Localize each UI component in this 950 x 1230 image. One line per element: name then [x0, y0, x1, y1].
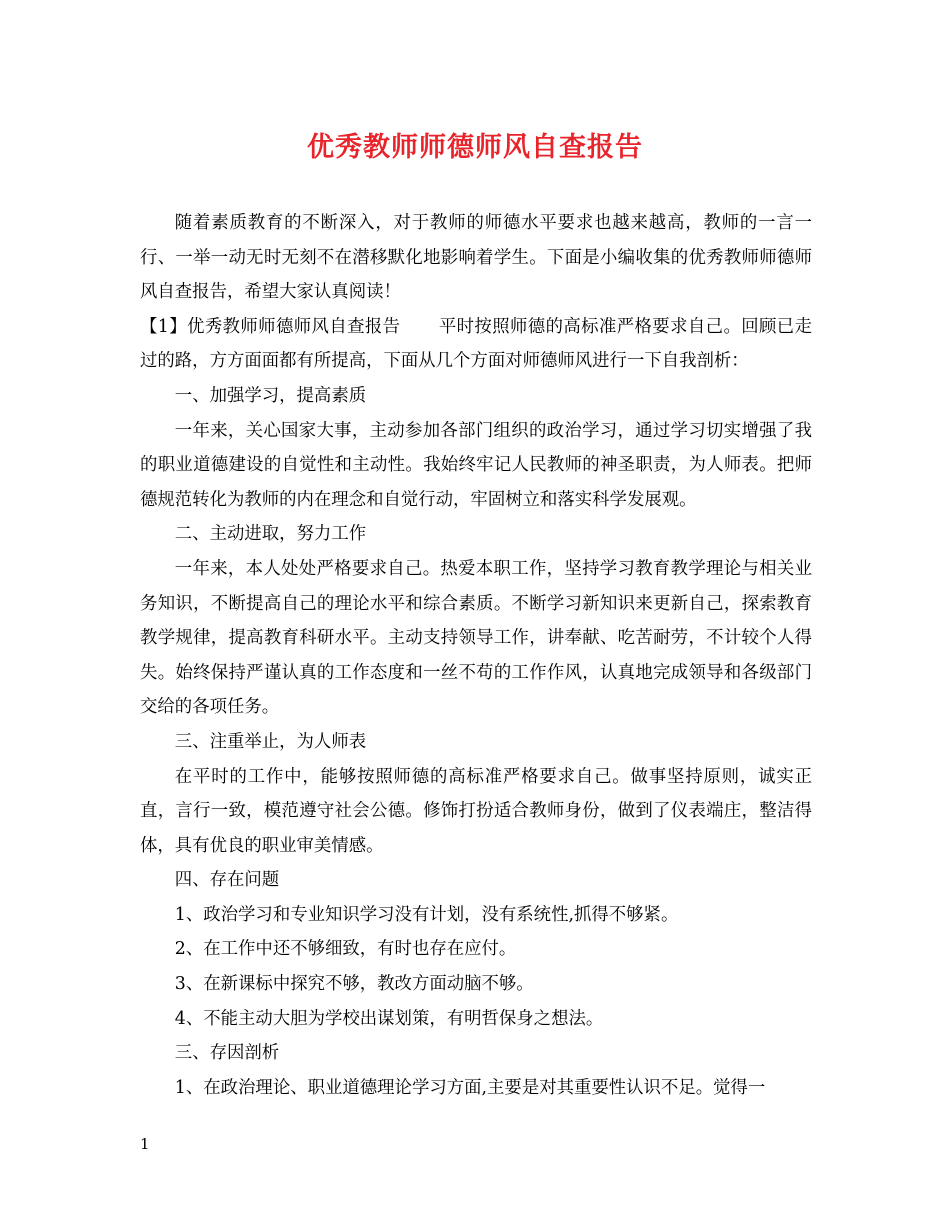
page-number: 1	[140, 1135, 150, 1153]
section-heading-line	[140, 310, 812, 379]
problem-item-4: 4、不能主动大胆为学校出谋划策，有明哲保身之想法。	[174, 1008, 604, 1029]
subheading-causes: 三、存因剖析	[174, 1043, 280, 1064]
subheading-work: 二、主动进取，努力工作	[174, 524, 367, 545]
problem-item-1: 1、政治学习和专业知识学习没有计划，没有系统性,抓得不够紧。	[174, 904, 679, 925]
document-title: 优秀教师师德师风自查报告	[307, 132, 643, 163]
subheading-conduct: 三、注重举止，为人师表	[174, 731, 367, 752]
subheading-study: 一、加强学习，提高素质	[174, 385, 367, 406]
article-number-heading: 【1】优秀教师师德师风自查报告	[140, 316, 401, 337]
opening-sentence: 平时按照师德的高标准严格要求自己。回顾已走过的路，方方面面都有所提高，下面从几个方面对师德师风进行一下自我剖析：	[140, 316, 812, 372]
problem-item-2: 2、在工作中还不够细致，有时也存在应付。	[174, 939, 517, 960]
problem-item-3: 3、在新课标中探究不够，教改方面动脑不够。	[174, 974, 534, 995]
paragraph-study: 一年来，关心国家大事，主动参加各部门组织的政治学习，通过学习切实增强了我的职业道德建设的自觉性和主动性。我始终牢记人民教师的神圣职责，为人师表。把师德规范转化为教师的内在理念和自觉行动，牢固树立和落实科学发展观。	[140, 420, 812, 510]
cause-item-1: 1、在政治理论、职业道德理论学习方面,主要是对其重要性认识不足。觉得一	[174, 1077, 766, 1098]
intro-paragraph: 随着素质教育的不断深入，对于教师的师德水平要求也越来越高，教师的一言一行、一举一动无时无刻不在潜移默化地影响着学生。下面是小编收集的优秀教师师德师风自查报告，希望大家认真阅读！	[140, 213, 812, 303]
paragraph-conduct: 在平时的工作中，能够按照师德的高标准严格要求自己。做事坚持原则，诚实正直，言行一致，模范遵守社会公德。修饰打扮适合教师身份，做到了仪表端庄，整洁得体，具有优良的职业审美情感。	[140, 766, 812, 856]
subheading-problems: 四、存在问题	[174, 870, 280, 891]
paragraph-work: 一年来，本人处处严格要求自己。热爱本职工作，坚持学习教育教学理论与相关业务知识，不断提高自己的理论水平和综合素质。不断学习新知识来更新自己，探索教育教学规律，提高教育科研水平。主动支持领导工作，讲奉献、吃苦耐劳，不计较个人得失。始终保持严谨认真的工作态度和一丝不苟的工作作风，认真地完成领导和各级部门交给的各项任务。	[140, 558, 812, 718]
document-body	[140, 206, 812, 1105]
